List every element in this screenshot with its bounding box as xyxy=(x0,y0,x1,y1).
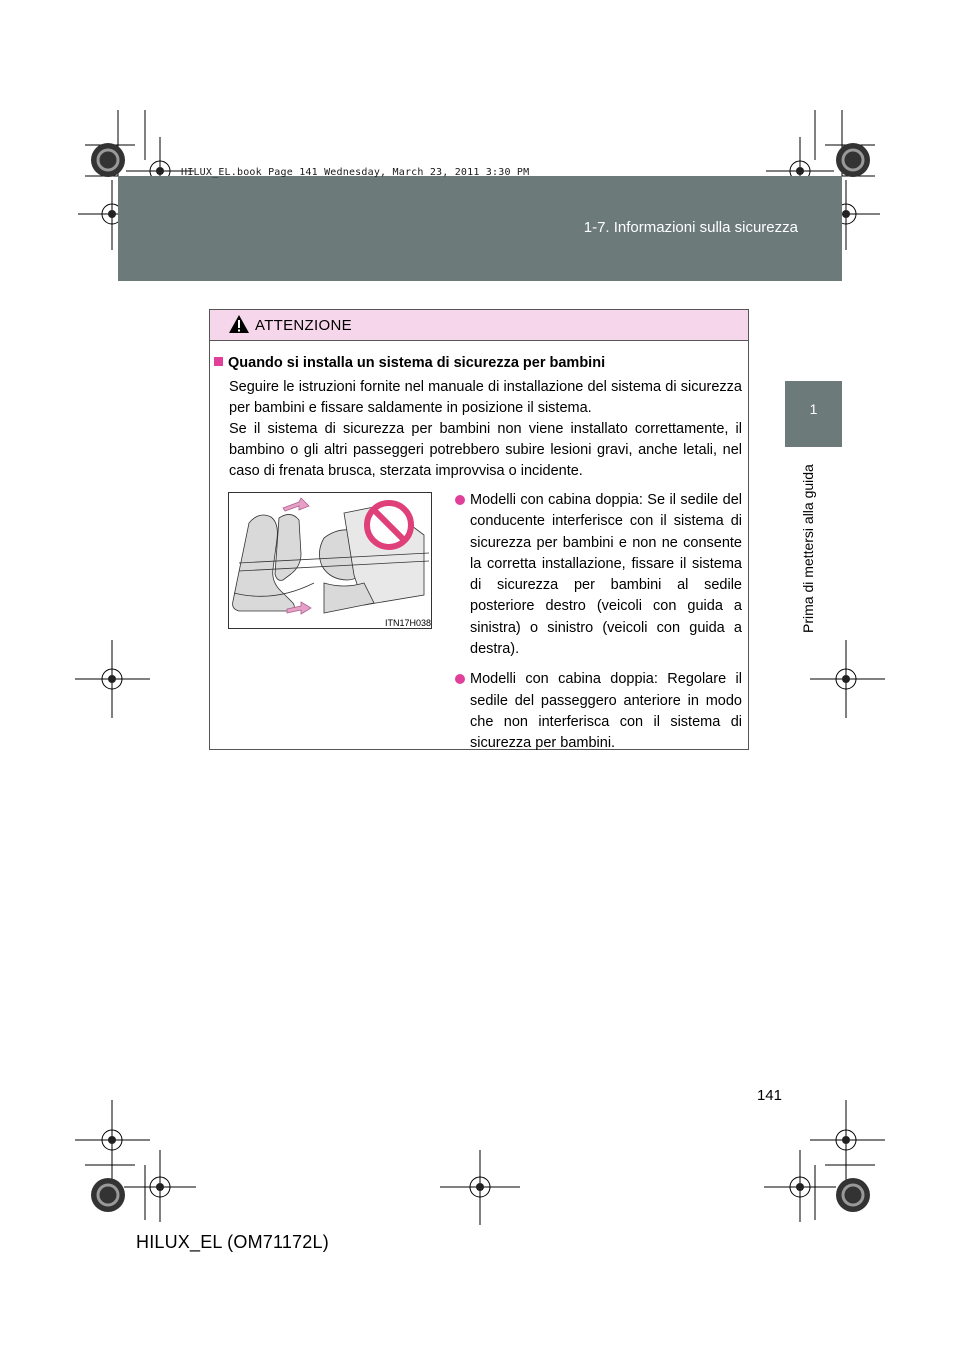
page-number: 141 xyxy=(756,1087,782,1104)
warning-heading-text: Quando si installa un sistema di sicurezza per bambini xyxy=(228,355,606,371)
round-bullet-icon xyxy=(455,674,465,684)
warning-heading xyxy=(214,355,605,371)
list-item xyxy=(462,490,742,660)
round-bullet-icon xyxy=(455,495,465,505)
square-bullet-icon xyxy=(214,357,223,366)
manual-code: HILUX_EL (OM71172L) xyxy=(136,1232,329,1252)
list-item xyxy=(462,669,742,754)
prohibition-icon xyxy=(367,503,411,547)
paragraph: Seguire le istruzioni fornite nel manuale di installazione del sistema di sicurezza per bambini e fissare saldamente in posizione il sistema. xyxy=(229,379,742,416)
list-item-text: Modelli con cabina doppia: Se il sedile del conducente interferisce con il sistema di sicurezza per bambini e non ne consente la corretta installazione, fissare il sistema di sicurezza per bambini al sedile posteriore destro (veicoli con guida a sinistra) o sinistro (veicoli con guida a destra). xyxy=(470,492,742,658)
book-stamp: HILUX_EL.book Page 141 Wednesday, March 23, 2011 3:30 PM xyxy=(181,167,530,178)
child-seat-illustration xyxy=(229,493,431,628)
chapter-label: Prima di mettersi alla guida xyxy=(800,464,816,633)
paragraph: Se il sistema di sicurezza per bambini non viene installato correttamente, il bambino o gli altri passeggeri potrebbero subire lesioni gravi, anche letali, nel caso di frenata brusca, sterzata improvvisa o incidente. xyxy=(229,421,742,479)
bullet-list xyxy=(462,490,742,764)
warning-title: ATTENZIONE xyxy=(255,317,352,334)
list-item-text: Modelli con cabina doppia: Regolare il sedile del passeggero anteriore in modo che non interferisca con il sistema di sicurezza per bambini. xyxy=(470,671,742,752)
chapter-label-wrap xyxy=(800,455,824,635)
chapter-number: 1 xyxy=(809,401,818,417)
figure-illustration xyxy=(228,492,432,629)
figure-code: ITN17H038 xyxy=(385,618,432,628)
warning-paragraphs xyxy=(229,377,742,482)
warning-triangle-icon xyxy=(228,314,250,334)
section-title: 1-7. Informazioni sulla sicurezza xyxy=(583,219,798,236)
